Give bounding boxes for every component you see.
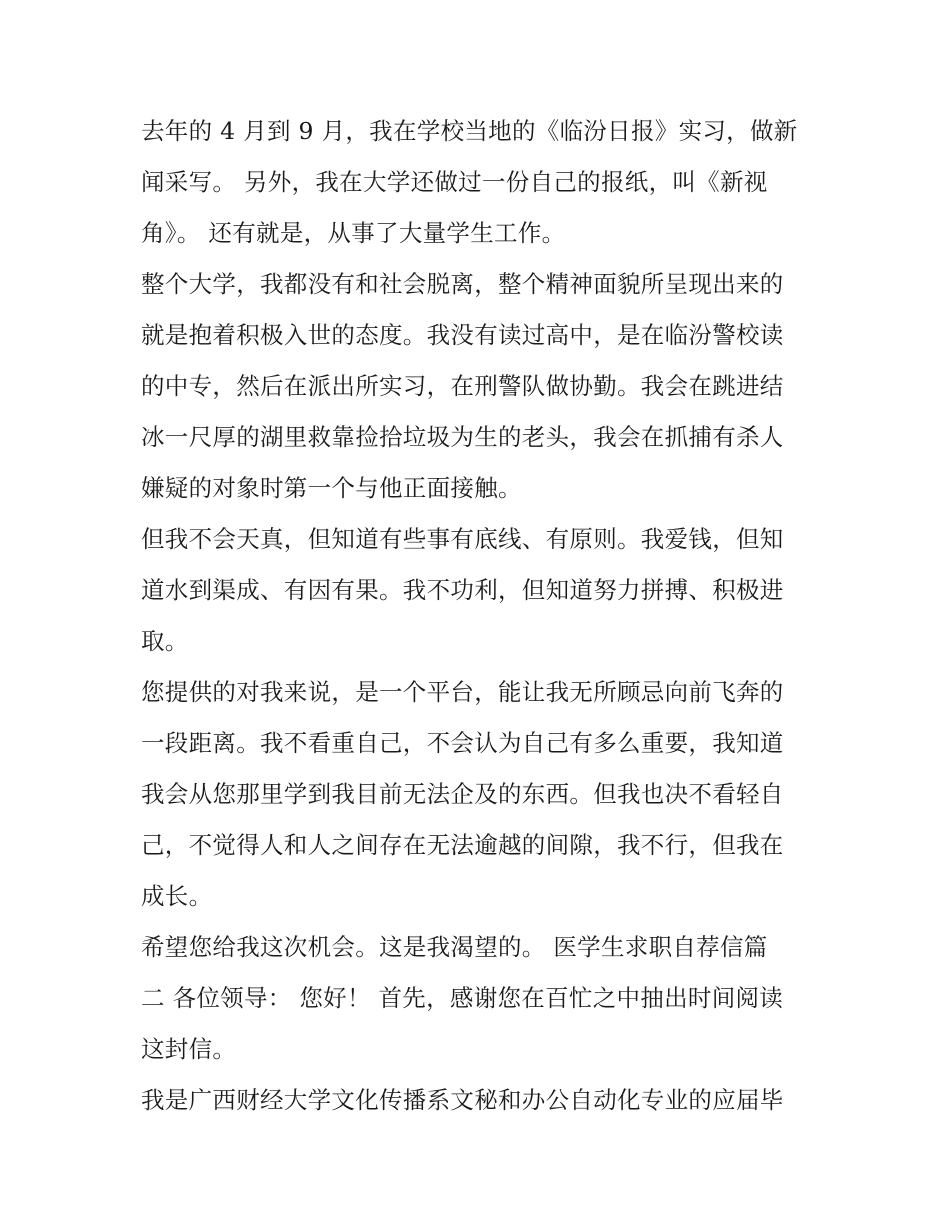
text-line: 己，不觉得人和人之间存在无法逾越的间隙，我不行，但我在 (141, 831, 784, 859)
paragraph-platform (141, 667, 813, 922)
text-line: 我会从您那里学到我目前无法企及的东西。但我也决不看轻自 (141, 780, 784, 808)
text-line: 这封信。 (141, 1035, 237, 1063)
text-line: 就是抱着积极入世的态度。我没有读过高中，是在临汾警校读 (141, 321, 784, 349)
text-line: 二 各位领导： 您好！ 首先，感谢您在百忙之中抽出时间阅读 (141, 984, 784, 1012)
text-line: 角》。 还有就是，从事了大量学生工作。 (141, 219, 566, 247)
paragraph-hope (141, 922, 813, 1075)
text-line: 希望您给我这次机会。这是我渴望的。 医学生求职自荐信篇 (141, 933, 768, 961)
text-line: 的中专，然后在派出所实习，在刑警队做协勤。我会在跳进结 (141, 372, 784, 400)
text-line: 您提供的对我来说，是一个平台，能让我无所顾忌向前飞奔的 (141, 678, 784, 706)
paragraph-internship (141, 106, 813, 259)
text-line: 去年的 4 月到 9 月，我在学校当地的《临汾日报》实习，做新 (141, 117, 798, 145)
paragraph-introduction (141, 1075, 813, 1126)
text-line: 成长。 (141, 882, 213, 910)
paragraph-principles (141, 514, 813, 667)
document-body (141, 106, 813, 1126)
paragraph-university-life (141, 259, 813, 514)
text-line: 道水到渠成、有因有果。我不功利，但知道努力拼搏、积极进 (141, 576, 784, 604)
text-line: 嫌疑的对象时第一个与他正面接触。 (141, 474, 522, 502)
text-line: 我是广西财经大学文化传播系文秘和办公自动化专业的应届毕 (141, 1086, 784, 1114)
text-line: 闻采写。 另外，我在大学还做过一份自己的报纸，叫《新视 (141, 168, 768, 196)
text-line: 取。 (141, 627, 189, 655)
text-line: 但我不会天真，但知道有些事有底线、有原则。我爱钱，但知 (141, 525, 784, 553)
text-line: 一段距离。我不看重自己，不会认为自己有多么重要，我知道 (141, 729, 784, 757)
text-line: 整个大学，我都没有和社会脱离，整个精神面貌所呈现出来的 (141, 270, 784, 298)
text-line: 冰一尺厚的湖里救靠捡拾垃圾为生的老头，我会在抓捕有杀人 (141, 423, 784, 451)
